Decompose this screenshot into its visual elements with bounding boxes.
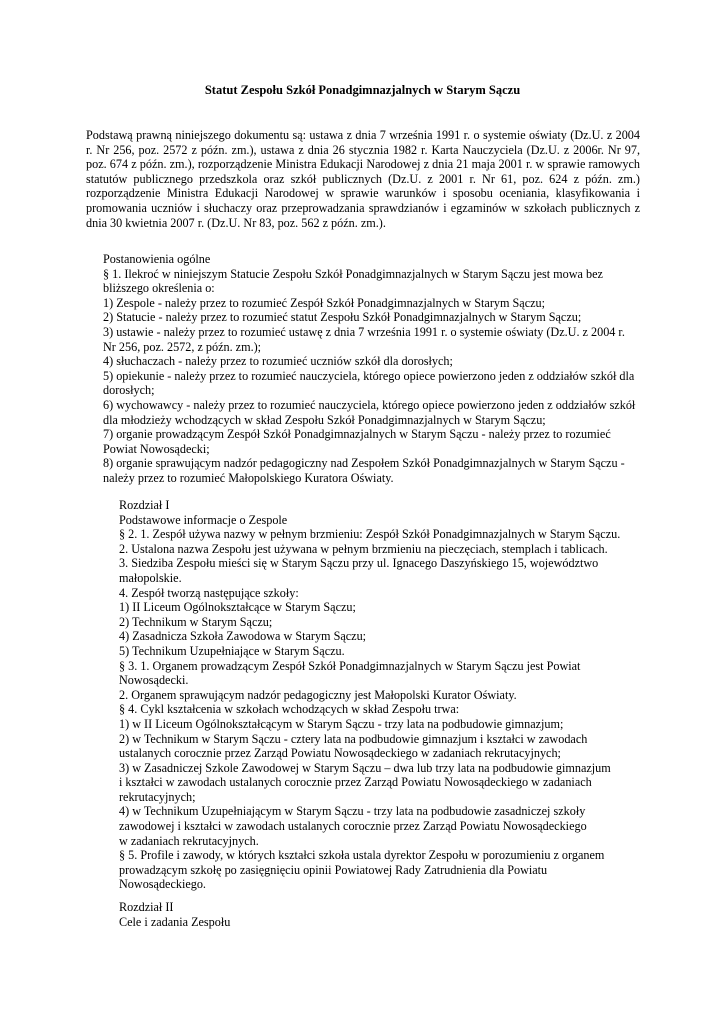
text-line: Nowosądeckiego. (119, 877, 206, 892)
text-line: § 1. Ilekroć w niniejszym Statucie Zespołu Szkół Ponadgimnazjalnych w Starym Sączu jest mowa bez (103, 266, 603, 281)
text-line: 2) Technikum w Starym Sączu; (119, 614, 273, 629)
text-line: 4) słuchaczach - należy przez to rozumieć uczniów szkół dla dorosłych; (103, 354, 453, 369)
text-line: Nowosądecki. (119, 673, 189, 688)
text-line: prowadzącym szkołę po zasięgnięciu opinii Powiatowej Rady Zatrudnienia dla Powiatu (119, 862, 548, 877)
chapter-heading: Rozdział I (119, 498, 170, 512)
text-line: 4. Zespół tworzą następujące szkoły: (119, 585, 299, 600)
legal-basis-paragraph: Podstawą prawną niniejszego dokumentu są: ustawa z dnia 7 września 1991 r. o systemie oświaty (Dz.U. z 2004 r. Nr 256, poz. 2572 z późn. zm.), ustawa z dnia 26 stycznia 1982 r. Karta Nauczyciela (Dz.U. z 2006r. Nr 97, poz. 674 z późn. zm.), rozporządzenie Ministra Edukacji Narodowej z dnia 21 maja 2001 r. w sprawie ramowych statutów publicznego przedszkola oraz szkół publicznych (Dz.U. z 2001 r. Nr 61, poz. 624 z późn. zm.) rozporządzenie Ministra Edukacji Narodowej w sprawie warunków i sposobu oceniania, klasyfikowania i promowania uczniów i słuchaczy oraz przeprowadzania sprawdzianów i egzaminów w szkołach publicznych z dnia 30 kwietnia 2007 r. (Dz.U. Nr 83, poz. 562 z późn. zm.). (86, 128, 640, 230)
text-line: 3) w Zasadniczej Szkole Zawodowej w Starym Sączu – dwa lub trzy lata na podbudowie gimnazjum (119, 760, 611, 775)
section-chapter-2 (119, 900, 230, 929)
text-line: i kształci w zawodach ustalanych corocznie przez Zarząd Powiatu Nowosądeckiego w zadaniach (119, 775, 592, 790)
text-line: 2) Statucie - należy przez to rozumieć statut Zespołu Szkół Ponadgimnazjalnych w Starym Sączu; (103, 310, 582, 325)
text-line: dla młodzieży wchodzących w skład Zespołu Szkół Ponadgimnazjalnych w Starym Sączu; (103, 412, 546, 427)
text-line: małopolskie. (119, 570, 182, 585)
text-line: 2. Ustalona nazwa Zespołu jest używana w pełnym brzmieniu na pieczęciach, stemplach i tablicach. (119, 541, 608, 556)
text-line: 8) organie sprawującym nadzór pedagogiczny nad Zespołem Szkół Ponadgimnazjalnych w Starym Sączu - (103, 456, 625, 471)
text-line: należy przez to rozumieć Małopolskiego Kuratora Oświaty. (103, 470, 394, 485)
section-general-provisions (103, 252, 635, 486)
text-line: w zadaniach rekrutacyjnych. (119, 833, 259, 848)
text-line: Nr 256, poz. 2572, z późn. zm.); (103, 339, 262, 354)
text-line: § 4. Cykl kształcenia w szkołach wchodzących w skład Zespołu trwa: (119, 702, 460, 717)
text-line: 2. Organem sprawującym nadzór pedagogiczny jest Małopolski Kurator Oświaty. (119, 687, 517, 702)
text-line: 1) w II Liceum Ogólnokształcącym w Starym Sączu - trzy lata na podbudowie gimnazjum; (119, 716, 564, 731)
text-line: 5) opiekunie - należy przez to rozumieć nauczyciela, którego opiece powierzono jeden z oddziałów szkół dla (103, 368, 635, 383)
chapter-heading: Rozdział II (119, 900, 174, 914)
chapter-subtitle: Cele i zadania Zespołu (119, 914, 231, 929)
section-chapter-1 (119, 498, 620, 892)
chapter-subtitle: Podstawowe informacje o Zespole (119, 512, 288, 527)
text-line: 3) ustawie - należy przez to rozumieć ustawę z dnia 7 września 1991 r. o systemie oświaty (Dz.U. z 2004 r. (103, 324, 625, 339)
text-line: Postanowienia ogólne (103, 252, 211, 266)
text-line: 4) w Technikum Uzupełniającym w Starym Sączu - trzy lata na podbudowie zasadniczej szkoły (119, 804, 586, 819)
text-line: § 3. 1. Organem prowadzącym Zespół Szkół Ponadgimnazjalnych w Starym Sączu jest Powiat (119, 658, 581, 673)
text-line: ustalanych corocznie przez Zarząd Powiatu Nowosądeckiego w zadaniach rekrutacyjnych; (119, 746, 561, 761)
text-line: 7) organie prowadzącym Zespół Szkół Ponadgimnazjalnych w Starym Sączu - należy przez to rozumieć (103, 427, 611, 442)
text-line: zawodowej i kształci w zawodach ustalanych corocznie przez Zarząd Powiatu Nowosądeckiego (119, 819, 587, 834)
text-line: bliższego określenia o: (103, 281, 215, 296)
text-line: 5) Technikum Uzupełniające w Starym Sączu. (119, 643, 345, 658)
text-line: dorosłych; (103, 383, 155, 398)
text-line: Powiat Nowosądecki; (103, 441, 210, 456)
text-line: 4) Zasadnicza Szkoła Zawodowa w Starym Sączu; (119, 629, 367, 644)
text-line: 1) Zespole - należy przez to rozumieć Zespół Szkół Ponadgimnazjalnych w Starym Sączu; (103, 295, 545, 310)
text-line: 3. Siedziba Zespołu mieści się w Starym Sączu przy ul. Ignacego Daszyńskiego 15, województwo (119, 556, 599, 571)
text-line: 2) w Technikum w Starym Sączu - cztery lata na podbudowie gimnazjum i kształci w zawodach (119, 731, 588, 746)
text-line: § 2. 1. Zespół używa nazwy w pełnym brzmieniu: Zespół Szkół Ponadgimnazjalnych w Starym Sączu. (119, 527, 621, 542)
text-line: 6) wychowawcy - należy przez to rozumieć nauczyciela, którego opiece powierzono jeden z oddziałów szkół (103, 397, 636, 412)
text-line: rekrutacyjnych; (119, 789, 196, 804)
text-line: 1) II Liceum Ogólnokształcące w Starym Sączu; (119, 600, 356, 615)
text-line: § 5. Profile i zawody, w których kształci szkoła ustala dyrektor Zespołu w porozumieniu z organem (119, 848, 605, 863)
document-title: Statut Zespołu Szkół Ponadgimnazjalnych w Starym Sączu (204, 83, 521, 97)
